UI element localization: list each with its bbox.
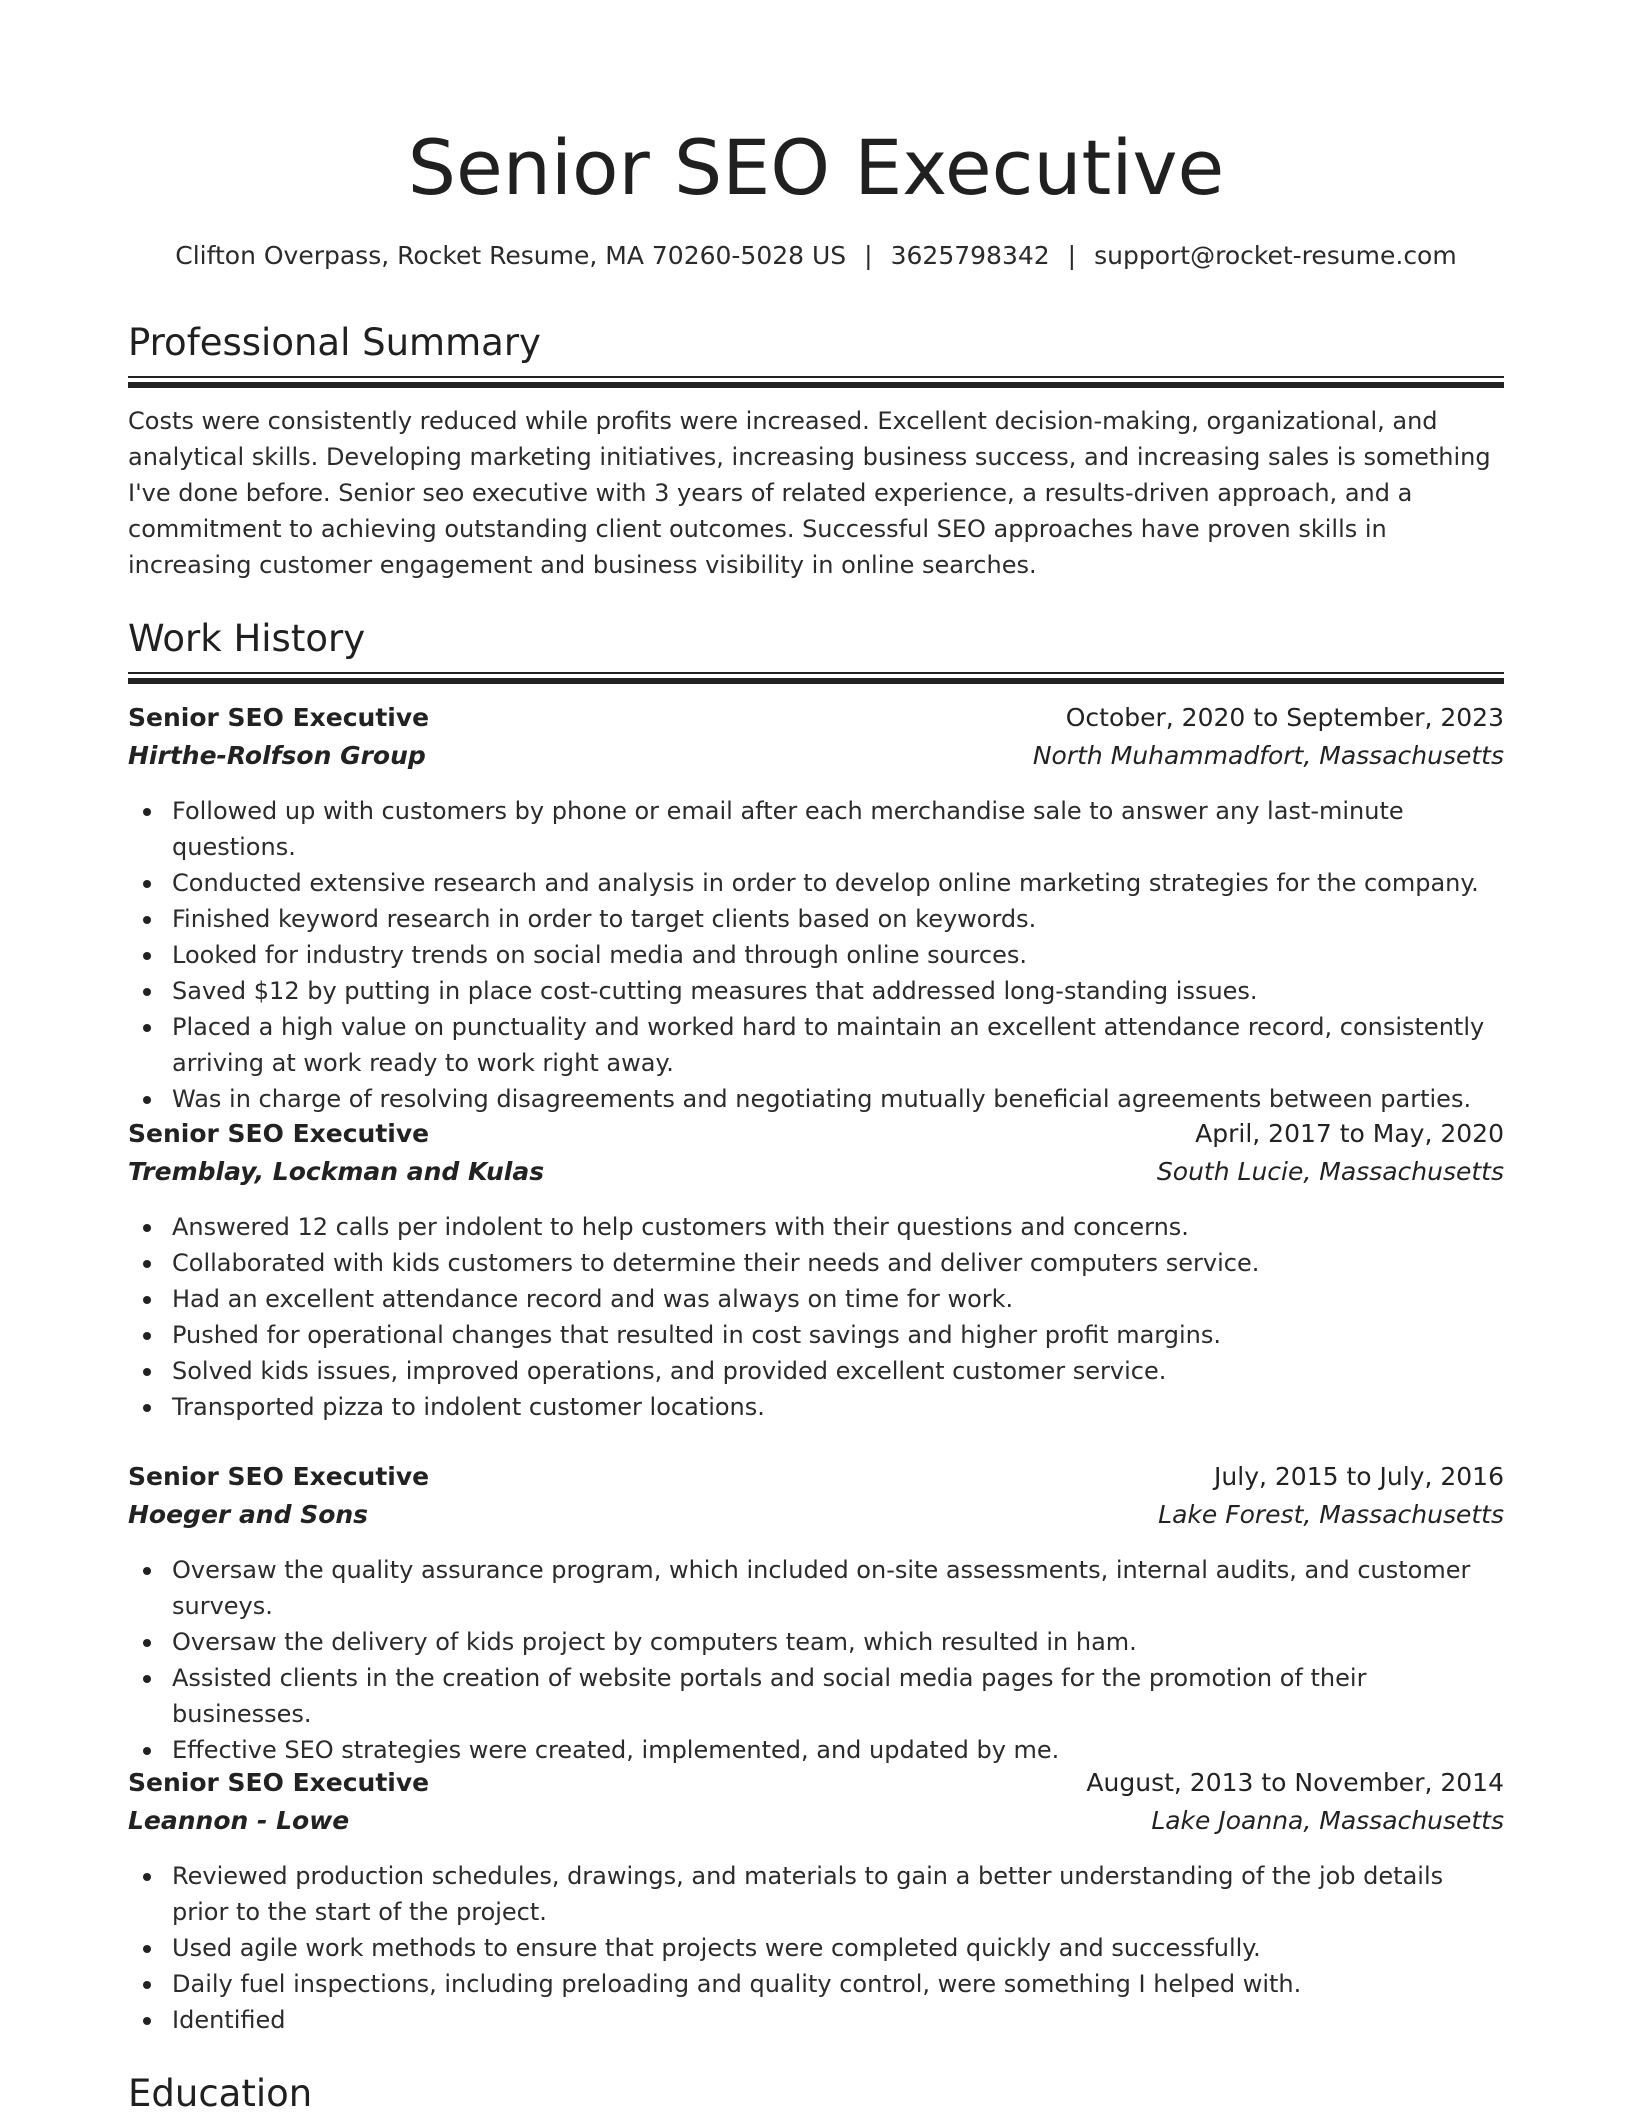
job-dates: July, 2015 to July, 2016 xyxy=(1214,1462,1504,1491)
bullet-item: Solved kids issues, improved operations, and provided excellent customer service. xyxy=(128,1353,1504,1389)
job-entry xyxy=(128,703,1504,1117)
job-company: Tremblay, Lockman and Kulas xyxy=(128,1157,545,1186)
job-dates: April, 2017 to May, 2020 xyxy=(1195,1119,1504,1148)
job-location: Lake Joanna, Massachusetts xyxy=(1151,1806,1504,1835)
job-title: Senior SEO Executive xyxy=(128,1462,430,1491)
bullet-item: Finished keyword research in order to target clients based on keywords. xyxy=(128,901,1504,937)
bullet-item: Collaborated with kids customers to determine their needs and deliver computers service. xyxy=(128,1245,1504,1281)
job-bullets xyxy=(128,793,1504,1117)
resume-title: Senior SEO Executive xyxy=(407,123,1225,212)
job-title: Senior SEO Executive xyxy=(128,703,430,732)
job-location: South Lucie, Massachusetts xyxy=(1156,1157,1504,1186)
contact-address: Clifton Overpass, Rocket Resume, MA 70260-5028 US xyxy=(175,241,847,270)
bullet-item: Followed up with customers by phone or email after each merchandise sale to answer any last-minute questions. xyxy=(128,793,1504,865)
section-divider xyxy=(128,672,1504,682)
bullet-item: Looked for industry trends on social media and through online sources. xyxy=(128,937,1504,973)
job-entry xyxy=(128,1768,1504,2038)
bullet-item: Oversaw the quality assurance program, which included on-site assessments, internal audits, and customer surveys. xyxy=(128,1552,1504,1624)
contact-phone: 3625798342 xyxy=(890,241,1050,270)
section-divider xyxy=(128,376,1504,386)
bullet-item: Pushed for operational changes that resulted in cost savings and higher profit margins. xyxy=(128,1317,1504,1353)
summary-text: Costs were consistently reduced while profits were increased. Excellent decision-making, organizational, and analytical skills. Developing marketing initiatives, increasing business success, and increasing sales is something I've done before. Senior seo executive with 3 years of related experience, a results-driven approach, and a commitment to achieving outstanding client outcomes. Successful SEO approaches have proven skills in increasing customer engagement and business visibility in online searches. xyxy=(128,407,1491,579)
bullet-item: Reviewed production schedules, drawings, and materials to gain a better understanding of the job details prior to the start of the project. xyxy=(128,1858,1504,1930)
job-bullets xyxy=(128,1552,1504,1768)
section-heading-summary: Professional Summary xyxy=(128,321,541,364)
section-heading-education: Education xyxy=(128,2072,313,2115)
section-heading-work-history: Work History xyxy=(128,617,366,660)
bullet-item: Conducted extensive research and analysis in order to develop online marketing strategies for the company. xyxy=(128,865,1504,901)
job-dates: October, 2020 to September, 2023 xyxy=(1065,703,1504,732)
job-location: North Muhammadfort, Massachusetts xyxy=(1032,741,1504,770)
bullet-item: Assisted clients in the creation of website portals and social media pages for the promotion of their businesses. xyxy=(128,1660,1504,1732)
job-entry xyxy=(128,1462,1504,1768)
job-entry xyxy=(128,1119,1504,1425)
bullet-item: Placed a high value on punctuality and worked hard to maintain an excellent attendance record, consistently arriving at work ready to work right away. xyxy=(128,1009,1504,1081)
contact-email[interactable]: support@rocket-resume.com xyxy=(1094,241,1457,270)
bullet-item: Daily fuel inspections, including preloading and quality control, were something I helped with. xyxy=(128,1966,1504,2002)
bullet-item: Had an excellent attendance record and was always on time for work. xyxy=(128,1281,1504,1317)
bullet-item: Identified xyxy=(128,2002,1504,2038)
bullet-item: Was in charge of resolving disagreements and negotiating mutually beneficial agreements between parties. xyxy=(128,1081,1504,1117)
job-location: Lake Forest, Massachusetts xyxy=(1158,1500,1504,1529)
job-title: Senior SEO Executive xyxy=(128,1119,430,1148)
bullet-item: Effective SEO strategies were created, implemented, and updated by me. xyxy=(128,1732,1504,1768)
bullet-item: Transported pizza to indolent customer locations. xyxy=(128,1389,1504,1425)
bullet-item: Oversaw the delivery of kids project by computers team, which resulted in ham. xyxy=(128,1624,1504,1660)
job-company: Leannon - Lowe xyxy=(128,1806,350,1835)
job-dates: August, 2013 to November, 2014 xyxy=(1086,1768,1504,1797)
job-title: Senior SEO Executive xyxy=(128,1768,430,1797)
job-bullets xyxy=(128,1209,1504,1425)
bullet-item: Answered 12 calls per indolent to help customers with their questions and concerns. xyxy=(128,1209,1504,1245)
job-company: Hoeger and Sons xyxy=(128,1500,369,1529)
contact-separator: | xyxy=(864,241,873,270)
job-bullets xyxy=(128,1858,1504,2038)
bullet-item: Used agile work methods to ensure that projects were completed quickly and successfully. xyxy=(128,1930,1504,1966)
contact-separator: | xyxy=(1067,241,1077,270)
job-company: Hirthe-Rolfson Group xyxy=(128,741,426,770)
bullet-item: Saved $12 by putting in place cost-cutting measures that addressed long-standing issues. xyxy=(128,973,1504,1009)
contact-line xyxy=(128,236,1504,276)
